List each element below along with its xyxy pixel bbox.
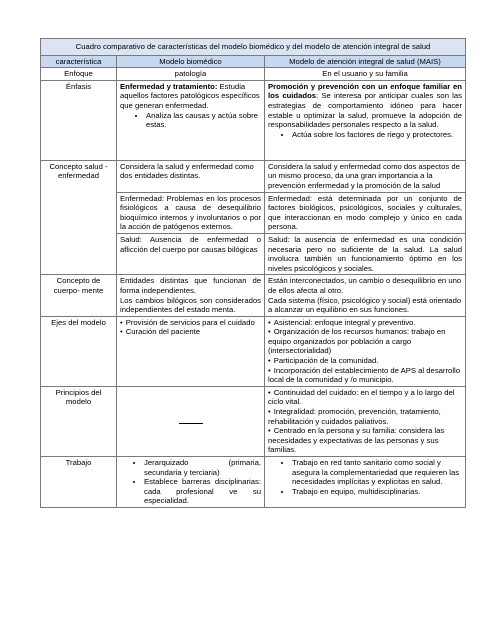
header-modelo-biomedico: Modelo biomédico: [117, 55, 265, 68]
principios-mais: [265, 386, 466, 456]
concepto-cuerpo-mais: [265, 275, 466, 316]
row-enfoque: [41, 68, 466, 81]
table-header-row: [41, 55, 466, 68]
principios-mais-item: • Centrado en la persona y su familia: considera las necesidades y expectativas de las personas y sus familias.: [268, 426, 462, 455]
concepto-cuerpo-bio: Entidades distintas que funcionan de forma independientes. Los cambios bilógicos son considerados independientes del estado menta.: [117, 275, 265, 316]
row-enfasis: [41, 80, 466, 160]
trabajo-bio-item: • Establece barreras disciplinarias: cada profesional ve su especialidad.: [144, 477, 261, 506]
principios-bio: [117, 386, 265, 456]
enfasis-mais-title: Promoción y prevención con un enfoque familiar en los cuidados: [268, 81, 463, 101]
ejes-mais-item: • Asistencial: enfoque integral y preventivo.: [268, 318, 462, 328]
ejes-bio-item: • Curación del paciente: [120, 327, 261, 337]
concepto-cuerpo-mais-1: Están interconectados, un cambio o desequilibrio en uno de ellos afecta al otro.: [268, 276, 462, 295]
header-mais: Modelo de atención integral de salud (MAIS): [265, 55, 466, 68]
enfasis-bio-bullet: • Analiza las causas y actúa sobre estas.: [146, 111, 261, 130]
enfasis-bio: [117, 80, 265, 160]
ejes-bio-item: • Provisión de servicios para el cuidado: [120, 318, 261, 328]
row-label-concepto-cuerpo: Concepto de cuerpo- mente: [41, 275, 117, 316]
row-label-principios: Principios del modelo: [41, 386, 117, 456]
table-title-row: [41, 39, 466, 56]
enfoque-bio: patología: [117, 68, 265, 81]
row-label-concepto-salud: Concepto salud - enfermedad: [41, 160, 117, 275]
row-concepto-salud-1: [41, 160, 466, 192]
trabajo-mais: [265, 457, 466, 508]
ejes-mais-item: • Participación de la comunidad.: [268, 356, 462, 366]
row-trabajo: [41, 457, 466, 508]
ejes-bio: [117, 316, 265, 386]
concepto-salud-mais-1: Considera la salud y enfermedad como dos aspectos de un mismo proceso, da una gran importancia a la prevención enfermedad y la promoción de la salud: [265, 160, 466, 192]
ejes-mais-item: • Organización de los recursos humanos: trabajo en equipo organizados por población a cargo (intersectorialidad): [268, 327, 462, 356]
concepto-salud-mais-3: Salud: la ausencia de enfermedad es una condición necesaria pero no suficiente de la salud. La salud involucra también un funcionamiento óptimo en los niveles psicológicos y sociales.: [265, 233, 466, 274]
row-concepto-cuerpo: [41, 275, 466, 316]
concepto-salud-bio-2: Enfermedad: Problemas en los procesos fisiológicos a causa de desequilibrio bioquímico internos y involuntarios o por la acción de patógenos externos.: [117, 192, 265, 233]
principios-mais-item: • Integralidad: promoción, prevención, tratamiento, rehabilitación y cuidados paliativos.: [268, 407, 462, 426]
enfasis-mais-bullet: • Actúa sobre los factores de riego y protectores.: [292, 130, 462, 140]
enfasis-mais: [265, 80, 466, 160]
ejes-mais-item: • Incorporación del establecimiento de APS al desarrollo local de la comunidad y /o municipio.: [268, 366, 462, 385]
trabajo-mais-item: • Trabajo en red tanto sanitario como social y asegura la complementariedad que requieren las necesidades implícitas y explicitas en salud.: [292, 458, 462, 487]
concepto-salud-mais-2: Enfermedad: está determinada por un conjunto de factores biológicos, psicológicos, sociales y culturales, que interaccionan en modo complejo y único en cada persona.: [265, 192, 466, 233]
concepto-cuerpo-mais-2: Cada sistema (físico, psicológico y social) está orientado a alcanzar un equilibrio en sus funciones.: [268, 295, 462, 315]
principios-mais-item: • Continuidad del cuidado: en el tiempo y a lo largo del ciclo vital.: [268, 388, 462, 407]
table-title: Cuadro comparativo de características del modelo biomédico y del modelo de atención integral de salud: [41, 39, 466, 56]
row-ejes: [41, 316, 466, 386]
comparison-table: [40, 38, 466, 508]
trabajo-mais-item: • Trabajo en equipo, multidisciplinarias.: [292, 487, 462, 497]
concepto-salud-bio-1: Considera la salud y enfermedad como dos entidades distintas.: [117, 160, 265, 192]
row-label-ejes: Ejes del modelo: [41, 316, 117, 386]
header-caracteristica: característica: [41, 55, 117, 68]
trabajo-bio: [117, 457, 265, 508]
row-label-trabajo: Trabajo: [41, 457, 117, 508]
trabajo-bio-item: • Jerarquizado (primaria, secundaria y terciaria): [144, 458, 261, 477]
enfasis-bio-text: Estudia aquellos factores patológicos específicos que generan enfermedad.: [120, 81, 260, 110]
concepto-salud-bio-3: Salud: Ausencia de enfermedad o aflicción del cuerpo por causas bilógicas: [117, 233, 265, 274]
row-label-enfasis: Énfasis: [41, 80, 117, 160]
row-label-enfoque: Enfoque: [41, 68, 117, 81]
enfoque-mais: En el usuario y su familia: [265, 68, 466, 81]
empty-line-marker: [179, 423, 203, 424]
document-page: [40, 38, 465, 508]
enfasis-bio-title: Enfermedad y tratamiento:: [120, 81, 218, 91]
ejes-mais: [265, 316, 466, 386]
row-principios: [41, 386, 466, 456]
enfasis-mais-text: : Se interesa por anticipar cuales son las estrategias de comportamiento idóneo para hacer estable u optimizar la salud, promueve la adopción de responsabilidades personales respecto a la salud.: [268, 91, 463, 130]
